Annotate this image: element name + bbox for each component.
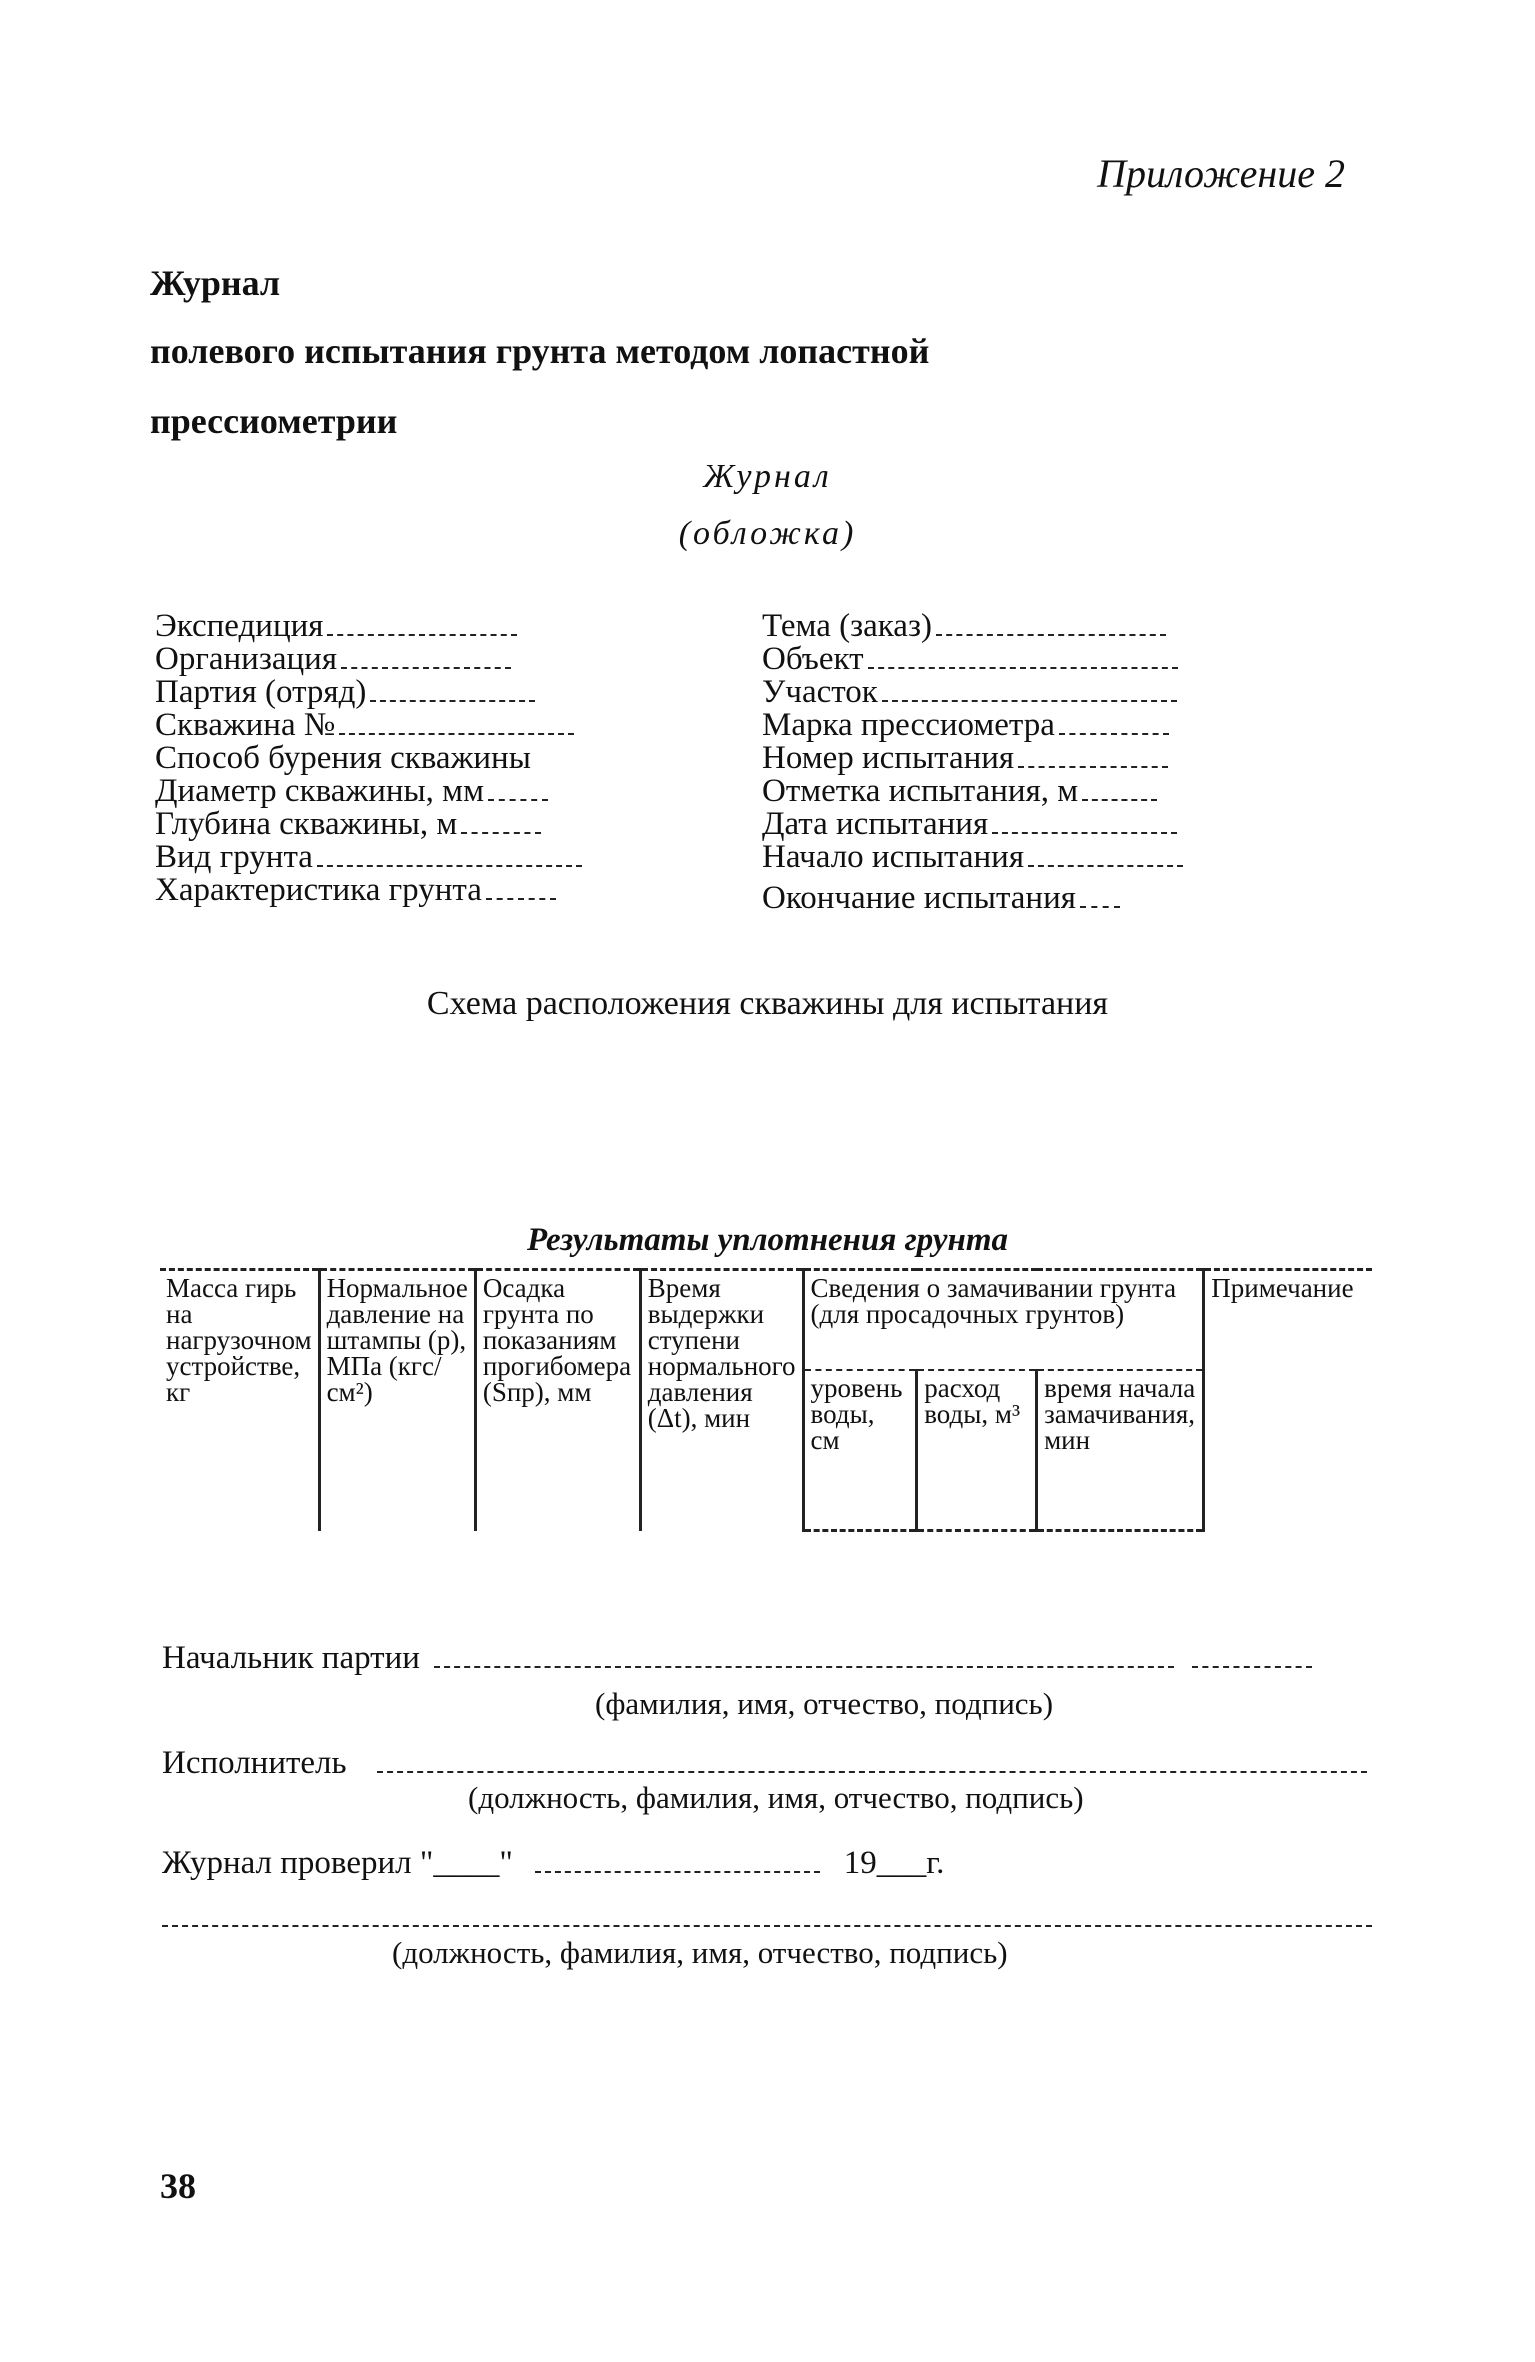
title-line-3: прессиометрии (150, 401, 398, 441)
field-soil-characteristics: Характеристика грунта (155, 874, 582, 907)
right-fields (762, 610, 1183, 915)
field-test-mark: Отметка испытания, м (762, 775, 1183, 808)
page-number: 38 (160, 2166, 196, 2206)
col-hold-time: Время выдержки ступени нормального давления (Δt), мин (640, 1270, 803, 1531)
results-table (160, 1268, 1372, 1532)
signature-checked: Журнал проверил "____" 19___г. (162, 1845, 945, 1881)
col-soaking-start: время начала замачивания, мин (1037, 1370, 1204, 1531)
field-drilling-method: Способ бурения скважины (155, 740, 531, 776)
checked-signature-line (162, 1925, 1372, 1927)
col-water-level: уровень воды, см (803, 1370, 917, 1531)
field-test-date: Дата испытания (762, 808, 1183, 841)
field-expedition: Экспедиция (155, 610, 582, 643)
col-soaking-info: Сведения о замачивании грунта (для просадочных грунтов) (803, 1270, 1204, 1371)
left-fields (155, 610, 582, 907)
col-weight-mass: Масса гирь на нагрузочном устройстве, кг (160, 1270, 319, 1531)
signature-executor-hint: (должность, фамилия, имя, отчество, подпись) (468, 1780, 1084, 1815)
signature-chief: Начальник партии (162, 1640, 1312, 1677)
field-site: Участок (762, 676, 1183, 709)
field-well-diameter: Диаметр скважины, мм (155, 775, 582, 808)
col-soil-settlement: Осадка грунта по показаниям прогибомера (Sпр), мм (475, 1270, 640, 1531)
field-party: Партия (отряд) (155, 676, 582, 709)
subtitle-journal: Журнал (703, 458, 832, 495)
col-water-flow: расход воды, м³ (917, 1370, 1037, 1531)
col-note: Примечание (1204, 1270, 1372, 1531)
field-test-end: Окончание испытания (762, 882, 1183, 915)
subtitle-cover: (обложка) (678, 515, 857, 552)
field-soil-type: Вид грунта (155, 841, 582, 874)
signature-executor: Исполнитель (162, 1745, 1367, 1782)
field-test-number: Номер испытания (762, 742, 1183, 775)
field-topic: Тема (заказ) (762, 610, 1183, 643)
table-title: Результаты уплотнения грунта (527, 1222, 1008, 1258)
field-pressiometer-brand: Марка прессиометра (762, 709, 1183, 742)
field-test-start: Начало испытания (762, 841, 1183, 874)
field-well-number: Скважина № (155, 709, 582, 742)
col-normal-pressure: Нормальное давление на штампы (p), МПа (кгс/см²) (319, 1270, 475, 1531)
field-well-depth: Глубина скважины, м (155, 808, 582, 841)
title-line-1: Журнал (150, 263, 281, 303)
field-organization: Организация (155, 643, 582, 676)
signature-chief-hint: (фамилия, имя, отчество, подпись) (595, 1686, 1054, 1721)
title-line-2: полевого испытания грунта методом лопастной (150, 331, 930, 371)
field-object: Объект (762, 643, 1183, 676)
scheme-title: Схема расположения скважины для испытания (426, 985, 1109, 1022)
signature-checked-hint: (должность, фамилия, имя, отчество, подпись) (392, 1935, 1008, 1970)
appendix-label: Приложение 2 (1097, 151, 1345, 196)
